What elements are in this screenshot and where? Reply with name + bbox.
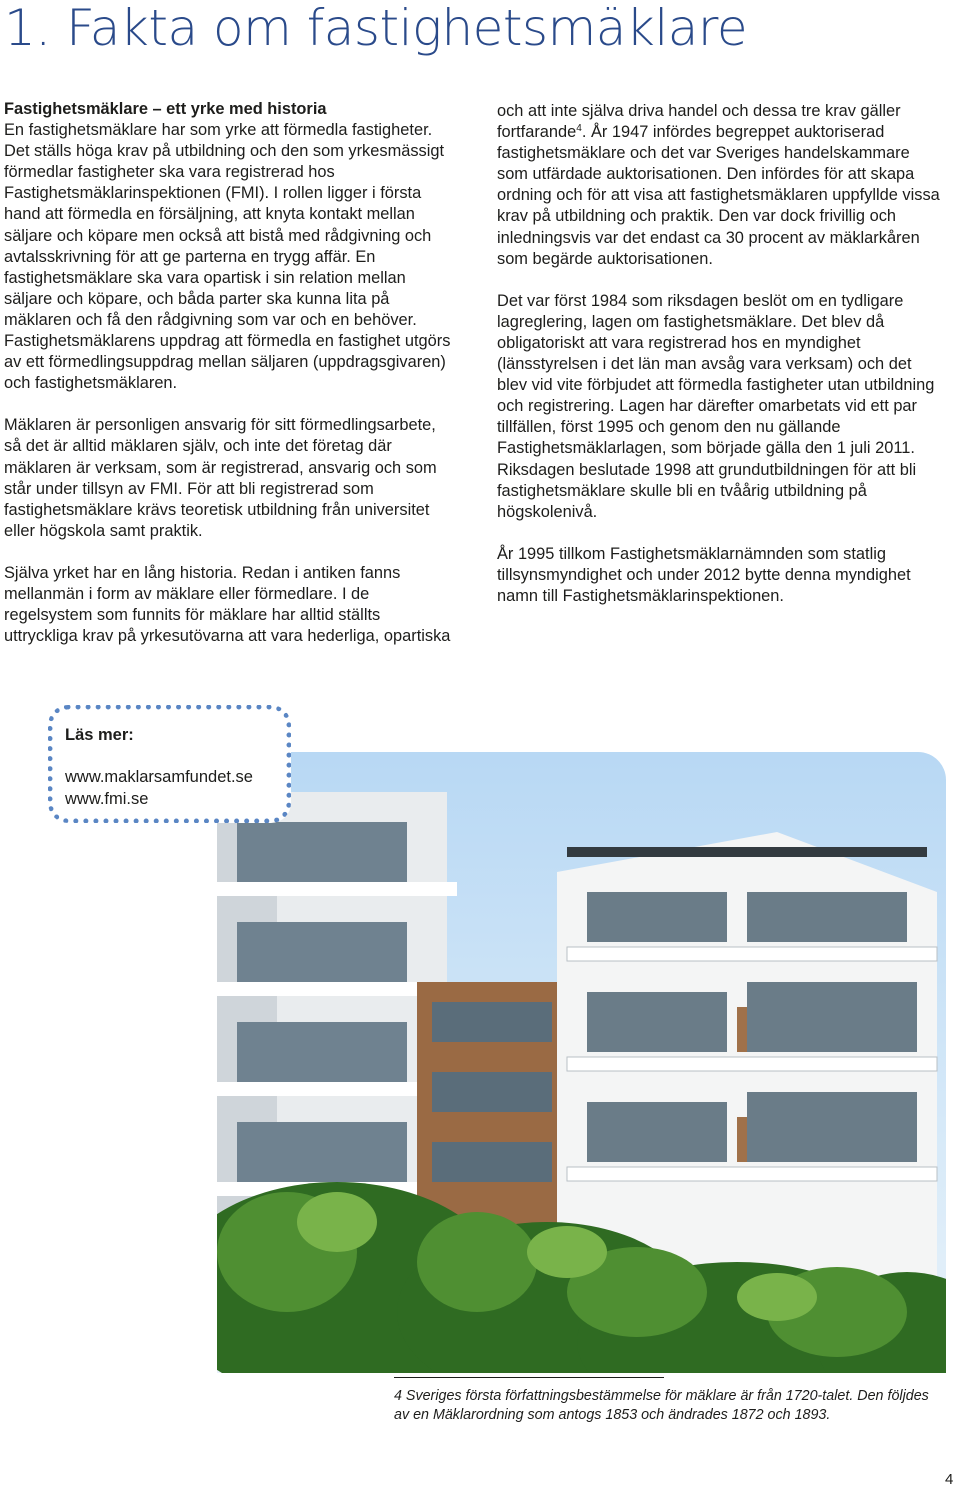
read-more-title: Läs mer:: [65, 726, 134, 744]
footnote: 4 Sveriges första författningsbestämmelse för mäklare är från 1720-talet. Den följdes av en Mäklarordning som antogs 1853 och ändrades 1872 och 1893.: [394, 1388, 929, 1423]
building-illustration: [217, 752, 946, 1373]
page-title: 1. Fakta om fastighetsmäklare: [4, 0, 748, 57]
body-paragraph: Själva yrket har en lång historia. Redan i antiken fanns mellanmän i form av mäklare eller förmedlare. I de regelsystem som funnits för mäklare har alltid ställts uttryckliga krav på yrkesutövarna att vara hederliga, opartiska: [4, 563, 451, 646]
intro-paragraph: [4, 99, 456, 394]
apartment-building-photo: [217, 752, 946, 1373]
footnote-divider: [394, 1377, 664, 1378]
body-text: En fastighetsmäklare har som yrke att förmedla fastigheter. Det ställs höga krav på utbildning och den som yrkesmässigt förmedlar fastigheter ska vara registrerad hos Fastighetsmäklarinspektionen (FMI). I rollen ligger i första hand att förmedla en försäljning, att knyta kontakt mellan säljare och köpare men också att bistå med rådgivning och avtalsskrivning för att ge parterna en trygg affär. En fastighetsmäklare ska vara opartisk i sin relation mellan säljare och köpare, och båda parter ska kunna lita på mäklaren och få den rådgivning som var och en behöver. Fastighetsmäklarens uppdrag att förmedla en fastighet utgörs av ett förmedlingsuppdrag mellan säljaren (uppdragsgivaren) och fastighetsmäklaren.: [4, 121, 451, 393]
footnote-reference[interactable]: 4: [576, 123, 582, 135]
left-column: [4, 99, 456, 668]
link-maklarsamfundet[interactable]: www.maklarsamfundet.se: [65, 768, 253, 786]
right-column: [497, 101, 945, 628]
body-paragraph: År 1995 tillkom Fastighetsmäklarnämnden som statlig tillsynsmyndighet och under 2012 bytte denna myndighet namn till Fastighetsmäklarinspektionen.: [497, 544, 911, 605]
read-more-box: [48, 705, 291, 823]
body-text: och att inte själva driva handel och dessa tre krav gäller fortfarande: [497, 102, 901, 142]
body-paragraph: Det var först 1984 som riksdagen beslöt om en tydligare lagreglering, lagen om fastighetsmäklare. Det blev då obligatoriskt att vara registrerad hos en myndighet (länsstyrelsen i det län man avsåg vara verksam) och det blev vid vite förbjudet att förmedla fastigheter utan utbildning och registrering. Lagen har därefter omarbetats vid ett par tillfällen, först 1995 och genom den nu gällande Fastighetsmäklarlagen, som började gälla den 1 juli 2011. Riksdagen beslutade 1998 att grundutbildningen för att bli fastighetsmäklare skulle bli en tvåårig utbildning på högskolenivå.: [497, 291, 935, 521]
link-fmi[interactable]: www.fmi.se: [65, 790, 149, 808]
body-paragraph: [497, 101, 945, 270]
section-heading: Fastighetsmäklare – ett yrke med historia: [4, 100, 327, 118]
page-number: 4: [945, 1471, 954, 1488]
body-paragraph: Mäklaren är personligen ansvarig för sitt förmedlingsarbete, så det är alltid mäklaren själv, och inte det företag där mäklaren är verksam, som är registrerad, ansvarig och som står under tillsyn av FMI. För att bli registrerad som fastighetsmäklare krävs teoretisk utbildning från universitet eller högskola samt praktik.: [4, 416, 437, 540]
body-text: . År 1947 infördes begreppet auktoriserad fastighetsmäklare och det var Sveriges handelskammare som utfärdade auktorisationen. Den infördes för att skapa ordning och för att visa att fastighetsmäklaren uppfyllde vissa krav på utbildning och praktik. Den var dock frivillig och inledningsvis var det endast ca 30 procent av mäklarkåren som begärde auktorisationen.: [497, 123, 940, 268]
